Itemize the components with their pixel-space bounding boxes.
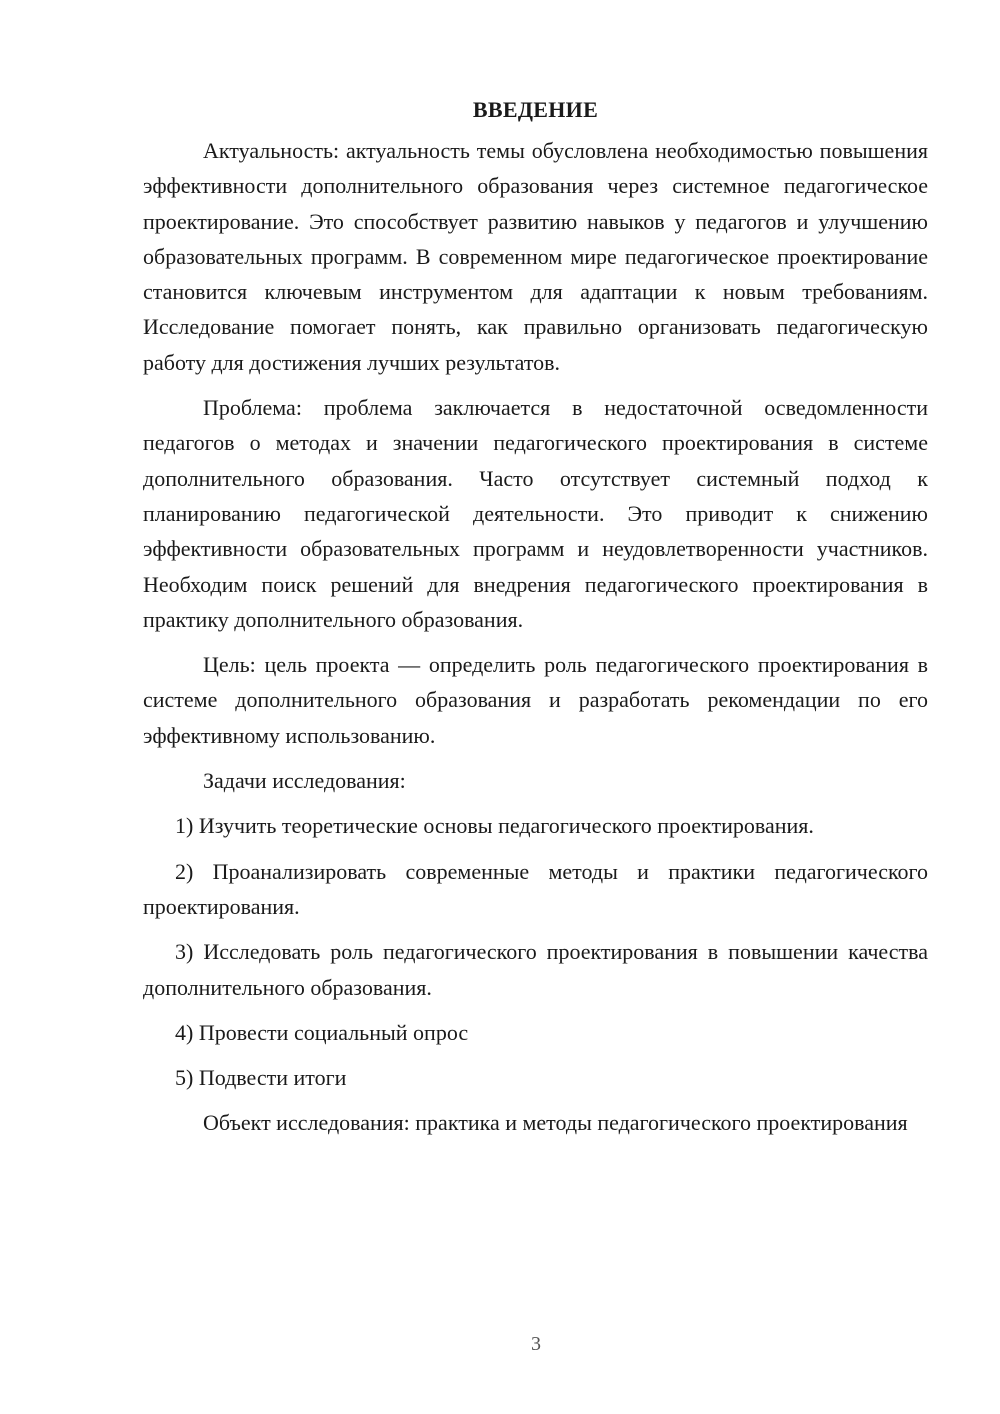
task-item-5: 5) Подвести итоги	[175, 1065, 347, 1091]
relevance-paragraph: Актуальность: актуальность темы обусловлена необходимостью повышения эффективности дополнительного образования через системное педагогическое проектирование. Это способствует развитию навыков у педагогов и улучшению образовательных программ. В современном мире педагогическое проектирование становится ключевым инструментом для адаптации к новым требованиям. Исследование помогает понять, как правильно организовать педагогическую работу для достижения лучших результатов.	[143, 138, 928, 375]
task-item-2: 2) Проанализировать современные методы и практики педагогического проектирования.	[143, 858, 928, 919]
task-item-1: 1) Изучить теоретические основы педагогического проектирования.	[175, 813, 814, 839]
page-title: ВВЕДЕНИЕ	[472, 97, 599, 122]
object-paragraph: Объект исследования: практика и методы педагогического проектирования	[203, 1110, 908, 1136]
task-item-3: 3) Исследовать роль педагогического проектирования в повышении качества дополнительного образования.	[143, 939, 928, 1000]
document-page	[143, 92, 928, 1141]
tasks-heading: Задачи исследования:	[203, 768, 406, 794]
problem-paragraph: Проблема: проблема заключается в недостаточной осведомленности педагогов о методах и значении педагогического проектирования в системе дополнительного образования. Часто отсутствует системный подход к планированию педагогической деятельности. Это приводит к снижению эффективности образовательных программ и неудовлетворенности участников. Необходим поиск решений для внедрения педагогического проектирования в практику дополнительного образования.	[143, 395, 928, 632]
goal-paragraph: Цель: цель проекта — определить роль педагогического проектирования в системе дополнительного образования и разработать рекомендации по его эффективному использованию.	[143, 652, 928, 748]
page-number: 3	[531, 1333, 541, 1355]
task-item-4: 4) Провести социальный опрос	[175, 1019, 469, 1045]
